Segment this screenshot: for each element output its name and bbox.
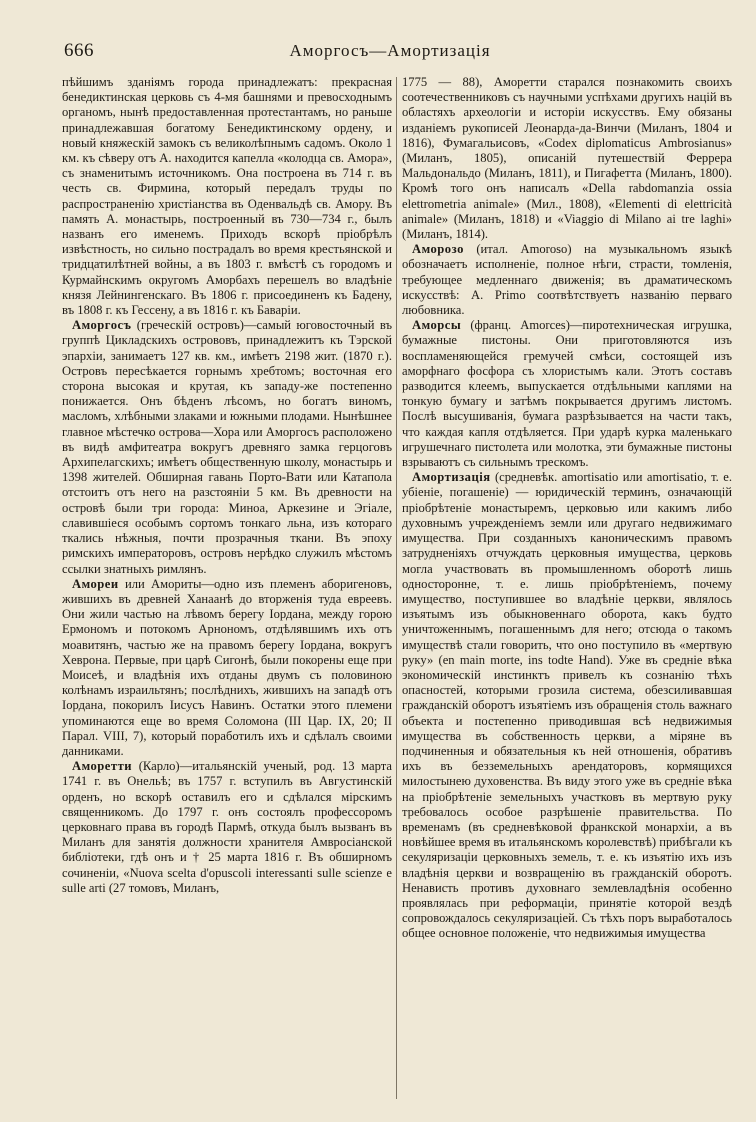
entry-headword: Аморетти bbox=[72, 759, 133, 774]
left-column bbox=[62, 75, 392, 1105]
entry-amorei bbox=[62, 577, 392, 759]
entry-headword: Аморгосъ bbox=[72, 318, 132, 333]
page-header bbox=[64, 40, 716, 66]
entry-amorsy bbox=[402, 318, 732, 470]
entry-headword: Амортизація bbox=[412, 470, 491, 485]
entry-amoretti bbox=[62, 759, 392, 896]
entry-amorgos bbox=[62, 318, 392, 576]
entry-text: (Карло)—итальянскій ученый, род. 13 марта 1741 г. въ Онельѣ; въ 1757 г. вступилъ въ Августинскій орденъ, но вскорѣ оставилъ его и сдѣлался мірскимъ священникомъ. До 1797 г. онъ состоялъ профессоромъ церковнаго права въ городѣ Пармѣ, откуда былъ вызванъ въ Миланъ для занятія должности хранителя Амвросіанской библіотеки, гдѣ онъ и † 25 марта 1816 г. Въ обширномъ сочиненіи, «Nuova scelta d'opuscoli interessanti sulle scienze e sulle arti (27 томовъ, Миланъ, bbox=[62, 759, 392, 895]
continued-paragraph: 1775 — 88), Аморетти старался познакомить своихъ соотечественниковъ съ научными успѣхами другихъ націй въ областяхъ археологіи и исторіи искусствъ. Ему обязаны изданіемъ рукописей Леонарда-да-Винчи (Миланъ, 1804 и 1816), Фумагальисовъ, «Codex diplomaticus Ambrosianus» (Миланъ, 1805), описаній путешествій Феррера Мальдональдо (Миланъ, 1811), и Пигафетта (Миланъ, 1800). Кромѣ того онъ написалъ «Della rabdomanzia ossia elettrometria animale» (Мил., 1808), «Elementi di elettricità animale» (Миланъ, 1818) и «Viaggio di Milano ai tre laghi» (Миланъ, 1814). bbox=[402, 75, 732, 242]
entry-amortizatsiya bbox=[402, 470, 732, 941]
page-number: 666 bbox=[64, 40, 94, 61]
right-column bbox=[402, 75, 732, 1105]
entry-headword: Аморозо bbox=[412, 242, 464, 257]
entry-text: (франц. Amorces)—пиротехническая игрушка, бумажные пистоны. Они приготовляются изъ воспламеняющейся гремучей смѣси, состоящей изъ аморфнаго фосфора съ хлористымъ кали. Этотъ составъ разводится клеемъ, выпускается отдѣльными каплями на тонкую бумагу и затѣмъ покрывается другимъ листомъ. Послѣ высушиванія, бумага разрѣзывается на части такъ, что каждая капля отдѣляется. При ударѣ курка маленькаго игрушечнаго пистолета или молотка, эти бумажные пистоны взрываютъ съ сильнымъ трескомъ. bbox=[402, 318, 732, 470]
entry-text: (средневѣк. amortisatio или amortisatio, т. е. убіеніе, погашеніе) — юридическій терминъ, означающій пріобрѣтеніе монастыремъ, церковью или какимъ либо духовнымъ учрежденіемъ земли или другаго недвижимаго имущества. При созданныхъ каноническимъ правомъ затрудненіяхъ отчуждать церковныя имущества, церковь могла участвовать въ промышленномъ оборотѣ лишь односторонне, т. е. лишь пріобрѣтеніемъ, почему имущество, поступившее во владѣніе церкви, являлось изъятымъ изъ обыкновеннаго оборота, какъ будто уничтоженнымъ, погашеннымъ для него; отсюда о такомъ имуществѣ стали говорить, что оно поступило въ «мертвую руку» (en main morte, ins todte Hand). Уже въ средніе вѣка экономическій инстинктъ привелъ къ сознанію тѣхъ опасностей, которыми грозила система, обезсиливавшая гражданскій оборотъ изъятіемъ изъ обращенія столь важнаго объекта и постепенно приводившая всѣ недвижимыя имущества въ собственность церкви, а міряне въ подчиненныя и обязательныя къ ней отношенія, обративъ ихъ въ безземельныхъ арендаторовъ, кормящихся милостынею духовенства. Въ виду этого уже въ средніе вѣка на пріобрѣтеніе земельныхъ участковъ въ мертвую руку требовалось особое разрѣшеніе правительства. По временамъ (въ средневѣковой франкской монархіи, а въ новѣйшее время въ итальянскомъ королевствѣ) прибѣгали къ секуляризаціи церковныхъ земель, т. е. къ изъятію ихъ изъ владѣнія церкви и возвращенію въ гражданскій оборотъ. Ненависть противъ духовнаго землевладѣнія особенно проявлялась при реформаціи, принятіе которой вездѣ сопровождалось секуляризаціей. Съ тѣхъ поръ выработалось общее основное положеніе, что недвижимыя имущества bbox=[402, 470, 732, 941]
text-columns bbox=[62, 75, 732, 1105]
entry-headword: Аморсы bbox=[412, 318, 462, 333]
entry-text: (греческій островъ)—самый юговосточный въ группѣ Цикладскихъ острововъ, принадлежитъ къ Тэрской эпархіи, занимаетъ 127 кв. км., имѣетъ 2198 жит. (1870 г.). Островъ пересѣкается горнымъ хребтомъ; восточная его сторона высокая и крутая, къ западу-же постепенно понижается. Онъ бѣденъ лѣсомъ, но богатъ виномъ, масломъ, хлѣбными злаками и южными плодами. Нынѣшнее главное мѣстечко острова—Хора или Аморгосъ расположено въ видѣ амфитеатра вокругъ древняго замка герцоговъ Архипелагскихъ; имѣетъ общественную школу, монастырь и 1398 жителей. Обширная гавань Порто-Вати или Катапола отстоитъ отъ него на разстояніи 5 км. Въ древности на островѣ были три города: Миноа, Аркезине и Эгіале, славившіеся особымъ сортомъ тонкаго льна, изъ котораго ткались нѣжныя, почти прозрачныя ткани. Въ эпоху римскихъ императоровъ, островъ нерѣдко служилъ мѣстомъ ссылки знатныхъ римлянъ. bbox=[62, 318, 392, 576]
entry-amorozo bbox=[402, 242, 732, 318]
column-divider bbox=[396, 77, 397, 1099]
running-head: Аморгосъ—Амортизація bbox=[289, 41, 491, 60]
entry-text: или Амориты—одно изъ племенъ аборигеновъ, жившихъ въ древней Ханаанѣ до вторженія туда евреевъ. Они жили частью на лѣвомъ берегу Іордана, между горою Ермономъ и потокомъ Арнономъ, отдѣлявшимъ ихъ отъ моавитянъ, частью же на правомъ берегу Іордана, вокругъ Хеврона. Первые, при царѣ Сигонѣ, были покорены еще при Моисеѣ, и владѣнія ихъ отданы двумъ съ половиною колѣнамъ израильтянъ; послѣднихъ, жившихъ на западѣ отъ Іордана, покорилъ Іисусъ Навинъ. Остатки этого племени упоминаются еще во время Соломона (III Цар. IX, 20; II Парал. VIII, 7), который поработилъ ихъ и сдѣлалъ своими данниками. bbox=[62, 576, 392, 758]
entry-text: (итал. Amoroso) на музыкальномъ языкѣ обозначаетъ исполненіе, полное нѣги, страсти, томленія, требующее медленнаго движенія; въ драматическомъ искусствѣ: A. Primo соотвѣтствуетъ названію перваго любовника. bbox=[402, 242, 732, 318]
continued-paragraph: пѣйшимъ зданіямъ города принадлежатъ: прекрасная бенедиктинская церковь съ 4-мя башнями и превосходнымъ органомъ, нынѣ предоставленная протестантамъ, но раньше принадлежавшая богатому Бенедиктинскому ордену, и новый княжескій замокъ съ великолѣпнымъ садомъ. Около 1 км. къ сѣверу отъ А. находится капелла «колодца св. Амора», съ знаменитымъ источникомъ. Она построена въ 714 г. въ честь св. Фирмина, который передалъ труды по распространенію христіанства въ Оденвальдѣ св. Амору. Въ память А. монастырь, построенный въ 730—734 г., былъ названъ его именемъ. Приходъ вскорѣ пріобрѣлъ извѣстность, но сильно пострадалъ во время крестьянской и тридцатилѣтней войны, а въ 1803 г. вмѣстѣ съ городомъ и Курмайнскимъ округомъ Аморбахъ перешелъ во владѣніе князя Лейнингенскаго. Въ 1806 г. присоединенъ къ Бадену, въ 1808 г. къ Гессену, а въ 1816 г. къ Баваріи. bbox=[62, 75, 392, 318]
entry-headword: Амореи bbox=[72, 576, 119, 591]
